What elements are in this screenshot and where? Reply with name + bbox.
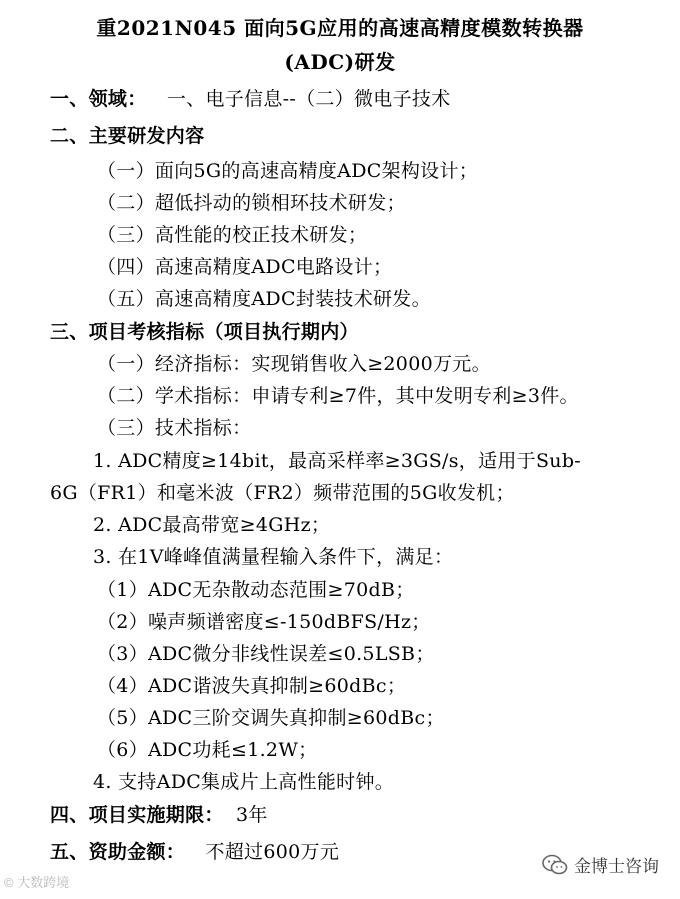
research-item: （四）高速高精度ADC电路设计； <box>97 256 393 278</box>
section-research-heading: 二、主要研发内容 <box>50 125 205 147</box>
research-item: （三）高性能的校正技术研发； <box>97 224 368 246</box>
tech-subitem: （4）ADC谐波失真抑制≥60dBc； <box>97 675 407 697</box>
section-funding-label: 五、资助金额： <box>50 841 186 863</box>
section-duration <box>50 801 268 829</box>
section-metrics-heading: 三、项目考核指标（项目执行期内） <box>50 321 359 343</box>
section-funding-value: 不超过600万元 <box>205 841 340 863</box>
tech-item-2: 2. ADC最高带宽≥4GHz； <box>93 514 331 536</box>
tech-item-1b: 6G（FR1）和毫米波（FR2）频带范围的5G收发机； <box>50 482 515 504</box>
watermark-right <box>542 852 659 877</box>
section-duration-value: 3年 <box>236 804 268 826</box>
section-field-value: 一、电子信息--（二）微电子技术 <box>166 88 451 110</box>
section-duration-label: 四、项目实施期限： <box>50 804 224 826</box>
document-title-line2: (ADC)研发 <box>284 50 396 74</box>
tech-subitem: （6）ADC功耗≤1.2W； <box>97 739 318 761</box>
tech-item-1a: 1. ADC精度≥14bit，最高采样率≥3GS/s，适用于Sub- <box>93 450 582 472</box>
tech-subitem: （1）ADC无杂散动态范围≥70dB； <box>97 579 415 601</box>
watermark-left: © 大数跨境 <box>4 875 70 890</box>
metric-technical-heading: （三）技术指标： <box>97 417 252 439</box>
tech-subitem: （2）噪声频谱密度≤-150dBFS/Hz； <box>97 611 431 633</box>
section-funding <box>50 838 339 866</box>
metric-academic: （二）学术指标：申请专利≥7件，其中发明专利≥3件。 <box>97 385 579 407</box>
tech-subitem: （5）ADC三阶交调失真抑制≥60dBc； <box>97 707 445 729</box>
section-field <box>50 85 451 113</box>
wechat-icon <box>542 854 568 876</box>
section-field-label: 一、领域： <box>50 88 147 110</box>
watermark-right-text: 金博士咨询 <box>574 857 659 876</box>
tech-item-4: 4. 支持ADC集成片上高性能时钟。 <box>93 771 395 793</box>
research-item: （一）面向5G的高速高精度ADC架构设计； <box>97 160 479 182</box>
document-title-line1: 重2021N045 面向5G应用的高速高精度模数转换器 <box>96 16 584 40</box>
tech-subitem: （3）ADC微分非线性误差≤0.5LSB； <box>97 643 435 665</box>
research-item: （二）超低抖动的锁相环技术研发； <box>97 192 406 214</box>
tech-item-3: 3. 在1V峰峰值满量程输入条件下，满足： <box>93 546 454 568</box>
metric-economic: （一）经济指标：实现销售收入≥2000万元。 <box>97 353 491 375</box>
research-item: （五）高速高精度ADC封装技术研发。 <box>97 288 431 310</box>
